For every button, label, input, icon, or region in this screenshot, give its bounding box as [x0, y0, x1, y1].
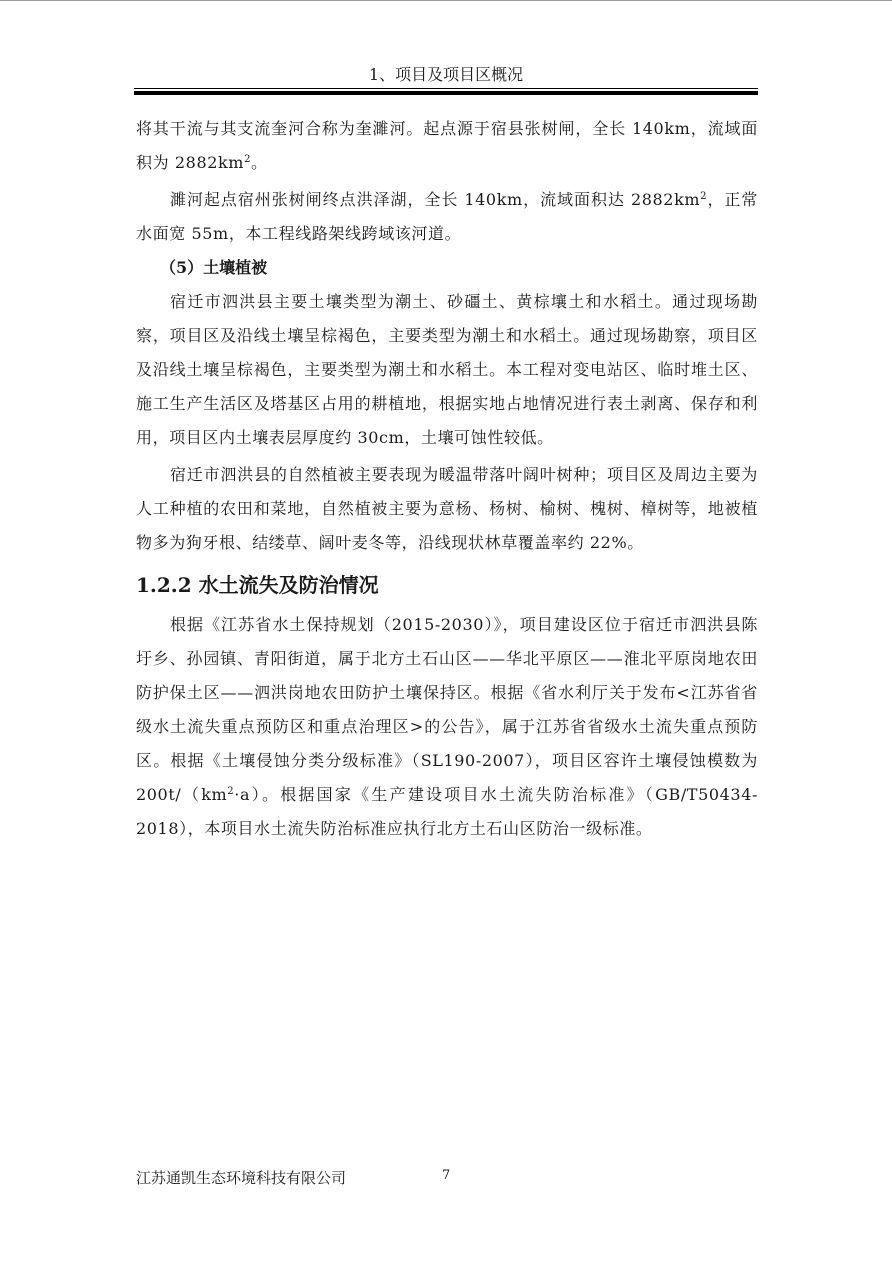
section-heading: 1.2.2 水土流失及防治情况 — [136, 573, 379, 597]
superscript: 2 — [700, 191, 708, 202]
subheading-soil-vegetation: （5）土壤植被 — [160, 258, 268, 277]
footer-company: 江苏通凯生态环境科技有限公司 — [136, 1169, 347, 1187]
paragraph-kuisui-river — [136, 112, 758, 180]
superscript: 2 — [244, 154, 252, 165]
running-header: 1、项目及项目区概况 — [368, 65, 524, 84]
superscript: 2 — [227, 786, 235, 797]
paragraph-text: 。 — [251, 153, 268, 172]
paragraph-erosion-control — [136, 608, 758, 846]
page-top-edge — [0, 0, 892, 1]
paragraph-text: 将其干流与其支流奎河合称为奎濉河。起点源于宿县张树闸，全长 140km，流域面积为 2882km — [136, 119, 758, 172]
paragraph-text: ，正常水面宽 55m，本工程线路架线跨域该河道。 — [136, 190, 758, 243]
page-number: 7 — [442, 1168, 451, 1183]
paragraph-text: ·a）。根据国家《生产建设项目水土流失防治标准》（GB/T50434-2018），本项目水土流失防治标准应执行北方土石山区防治一级标准。 — [136, 785, 758, 838]
page-body — [136, 112, 758, 846]
paragraph-sui-river — [136, 183, 758, 251]
paragraph-vegetation: 宿迁市泗洪县的自然植被主要表现为暖温带落叶阔叶树种；项目区及周边主要为人工种植的农田和菜地，自然植被主要为意杨、杨树、榆树、槐树、樟树等，地被植物多为狗牙根、结缕草、阔叶麦冬等，沿线现状林草覆盖率约 22%。 — [136, 465, 758, 552]
paragraph-text: 濉河起点宿州张树闸终点洪泽湖，全长 140km，流域面积达 2882km — [170, 190, 701, 209]
paragraph-text: 根据《江苏省水土保持规划（2015-2030）》，项目建设区位于宿迁市泗洪县陈圩乡、孙园镇、青阳街道，属于北方土石山区——华北平原区——淮北平原岗地农田防护保土区——泗洪岗地农田防护土壤保持区。根据《省水利厅关于发布<江苏省省级水土流失重点预防区和重点治理区>的公告》，属于江苏省省级水土流失重点预防区。根据《土壤侵蚀分类分级标准》（SL190-2007），项目区容许土壤侵蚀模数为 200t/（km — [136, 615, 758, 804]
header-rule-thick — [134, 91, 758, 95]
header-rule-thin — [134, 88, 758, 89]
paragraph-soil: 宿迁市泗洪县主要土壤类型为潮土、砂礓土、黄棕壤土和水稻土。通过现场勘察，项目区及沿线土壤呈棕褐色，主要类型为潮土和水稻土。通过现场勘察，项目区及沿线土壤呈棕褐色，主要类型为潮土和水稻土。本工程对变电站区、临时堆土区、施工生产生活区及塔基区占用的耕植地，根据实地占地情况进行表土剥离、保存和利用，项目区内土壤表层厚度约 30cm，土壤可蚀性较低。 — [136, 292, 758, 447]
